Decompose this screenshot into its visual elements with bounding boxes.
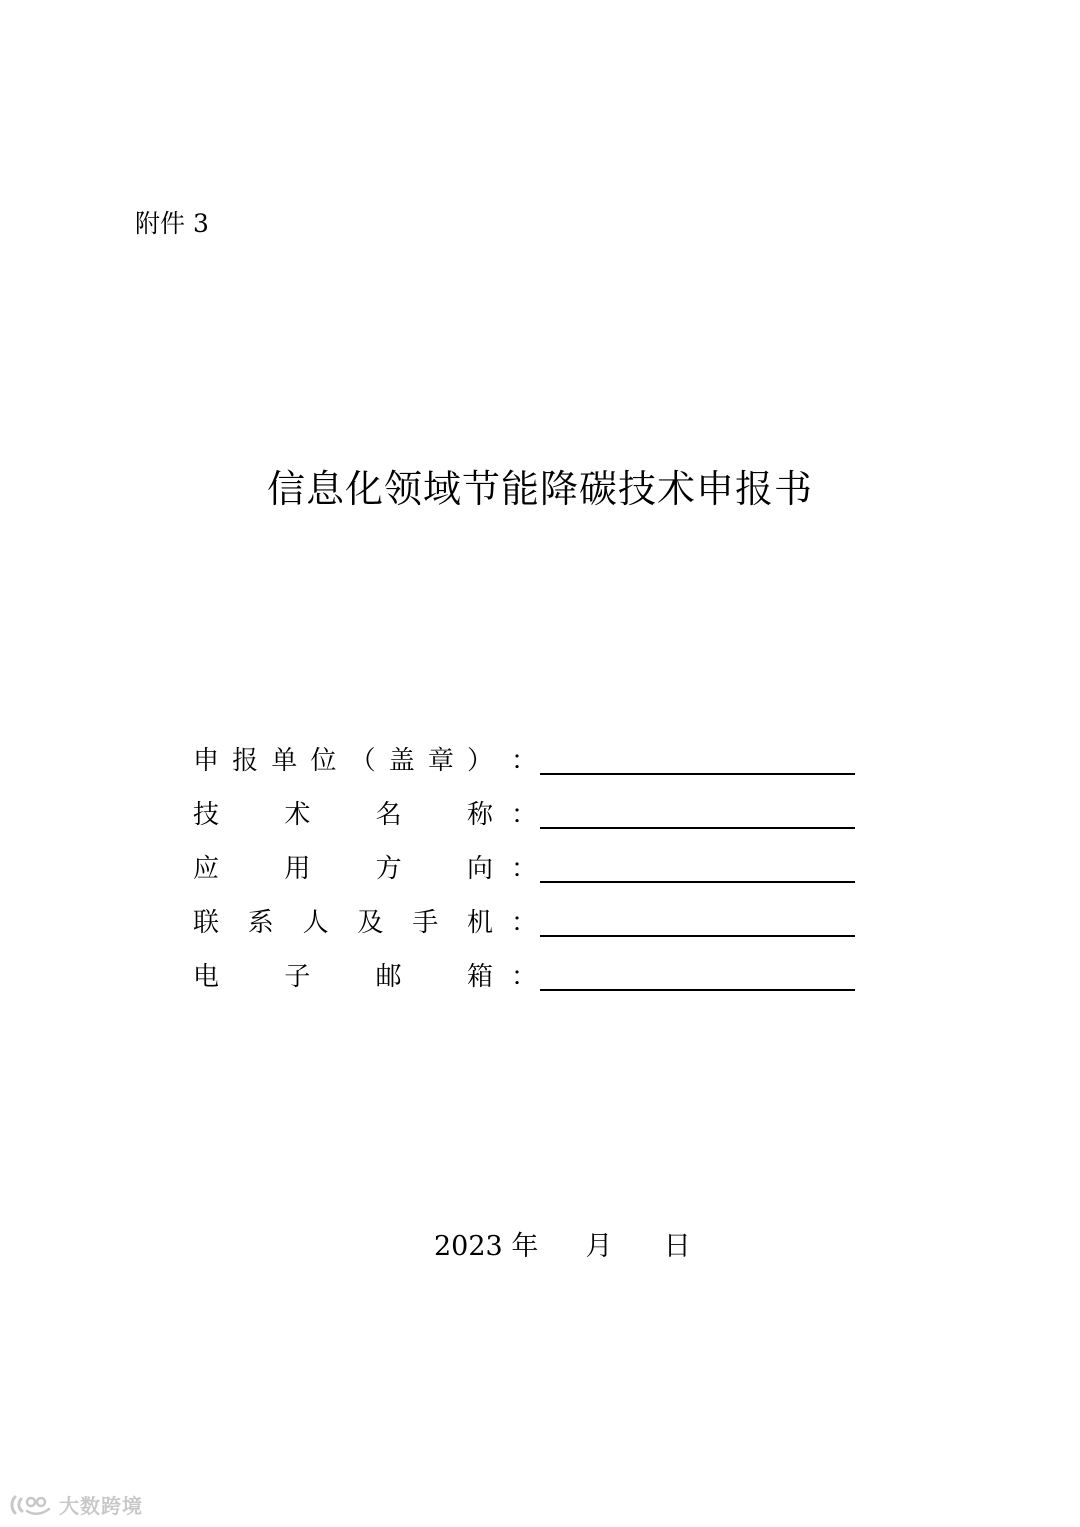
label-char: 称 <box>466 800 493 830</box>
field-label <box>193 849 493 889</box>
label-char: 人 <box>302 908 329 938</box>
label-char: 应 <box>193 854 220 884</box>
date-month-unit: 月 <box>585 1231 613 1262</box>
field-email <box>193 951 858 1005</box>
field-colon: ： <box>511 908 538 938</box>
date-year: 2023 <box>434 1231 503 1262</box>
label-char: 机 <box>466 908 493 938</box>
label-char: 申 <box>193 746 220 776</box>
label-char: 电 <box>193 962 220 992</box>
field-contact-and-phone <box>193 897 858 951</box>
label-char: 及 <box>357 908 384 938</box>
field-colon: ： <box>511 962 538 992</box>
field-colon: ： <box>511 800 538 830</box>
date-day-unit: 日 <box>663 1231 691 1262</box>
field-label <box>193 957 493 997</box>
technology-name-blank-line[interactable] <box>540 827 855 829</box>
date-line <box>434 1226 691 1268</box>
field-label <box>193 741 493 781</box>
field-application-direction <box>193 843 858 897</box>
label-char: 方 <box>375 854 402 884</box>
label-char: 位 <box>310 746 337 776</box>
field-colon: ： <box>511 854 538 884</box>
label-char: 单 <box>271 746 298 776</box>
field-label <box>193 795 493 835</box>
date-year-unit: 年 <box>511 1231 539 1262</box>
label-char: 邮 <box>375 962 402 992</box>
label-char: 子 <box>284 962 311 992</box>
label-char: 箱 <box>466 962 493 992</box>
label-char: 系 <box>247 908 274 938</box>
label-char: 联 <box>193 908 220 938</box>
applicant-unit-blank-line[interactable] <box>540 773 855 775</box>
field-label <box>193 903 493 943</box>
field-technology-name <box>193 789 858 843</box>
form-fields <box>193 735 858 1005</box>
email-blank-line[interactable] <box>540 989 855 991</box>
label-char: 术 <box>284 800 311 830</box>
label-char: 手 <box>412 908 439 938</box>
attachment-label: 附件 3 <box>135 209 209 238</box>
label-char: 章 <box>427 746 454 776</box>
watermark <box>9 1490 143 1519</box>
application-direction-blank-line[interactable] <box>540 881 855 883</box>
document-title: 信息化领域节能降碳技术申报书 <box>266 467 813 511</box>
brand-logo-icon <box>9 1493 53 1517</box>
watermark-text: 大数跨境 <box>59 1494 143 1518</box>
contact-and-phone-blank-line[interactable] <box>540 935 855 937</box>
field-applicant-unit <box>193 735 858 789</box>
label-char: 盖 <box>388 746 415 776</box>
label-char: 用 <box>284 854 311 884</box>
label-char: 报 <box>232 746 259 776</box>
label-char: （ <box>349 746 376 776</box>
label-char: 技 <box>193 800 220 830</box>
label-char: ） <box>466 746 493 776</box>
field-colon: ： <box>511 746 538 776</box>
label-char: 名 <box>375 800 402 830</box>
label-char: 向 <box>466 854 493 884</box>
